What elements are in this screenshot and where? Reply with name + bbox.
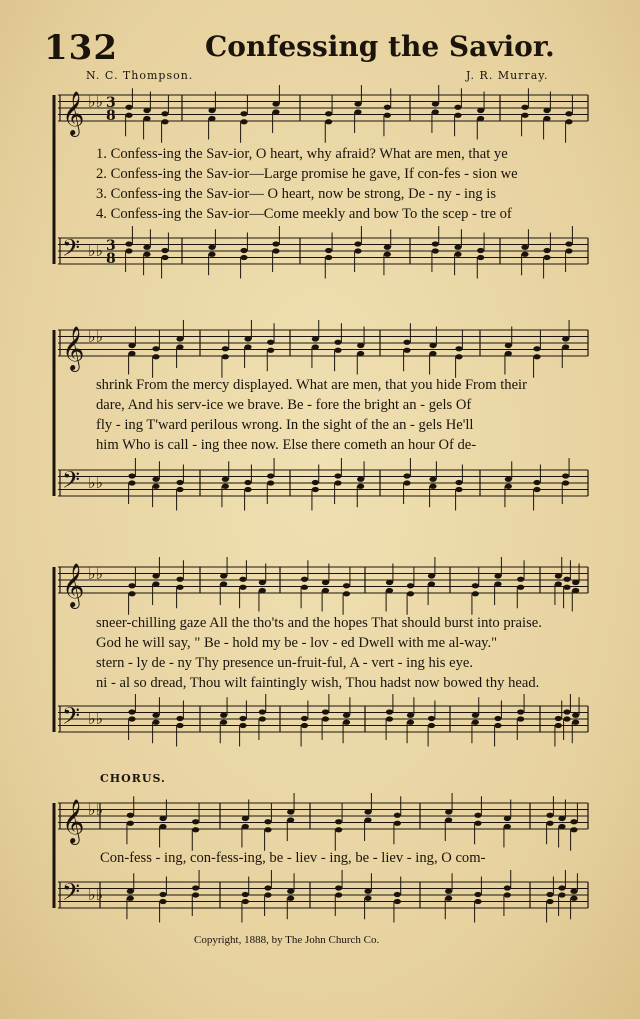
note-head <box>572 713 579 718</box>
note-head <box>570 889 577 894</box>
note-head <box>239 716 246 721</box>
note-head <box>152 346 159 351</box>
note-head <box>267 480 274 485</box>
note-head <box>128 583 135 588</box>
note-head <box>472 583 479 588</box>
note-head <box>432 109 439 114</box>
note-head <box>176 344 183 349</box>
note-head <box>127 813 134 818</box>
note-head <box>565 119 572 124</box>
note-head <box>125 241 132 246</box>
note-head <box>152 573 159 578</box>
note-head <box>394 892 401 897</box>
note-head <box>558 892 565 897</box>
time-signature-bottom: 8 <box>106 251 116 267</box>
note-head <box>407 591 414 596</box>
hymn-number: 132 <box>44 28 118 68</box>
bass-clef-icon: 𝄢 <box>62 702 81 735</box>
note-head <box>543 108 550 113</box>
note-head <box>517 585 524 590</box>
note-head <box>143 252 150 257</box>
note-head <box>403 480 410 485</box>
note-head <box>354 248 361 253</box>
note-head <box>220 573 227 578</box>
note-head <box>505 484 512 489</box>
note-head <box>570 819 577 824</box>
note-head <box>159 824 166 829</box>
note-head <box>301 585 308 590</box>
note-head <box>454 252 461 257</box>
note-head <box>272 109 279 114</box>
note-head <box>477 255 484 260</box>
note-head <box>176 480 183 485</box>
note-head <box>312 336 319 341</box>
note-head <box>357 477 364 482</box>
note-head <box>240 111 247 116</box>
note-head <box>472 713 479 718</box>
note-head <box>546 813 553 818</box>
note-head <box>555 723 562 728</box>
note-head <box>152 713 159 718</box>
note-head <box>428 716 435 721</box>
note-head <box>287 889 294 894</box>
note-head <box>394 899 401 904</box>
note-head <box>128 351 135 356</box>
note-head <box>192 892 199 897</box>
note-head <box>533 487 540 492</box>
note-head <box>533 346 540 351</box>
note-head <box>128 343 135 348</box>
note-head <box>159 816 166 821</box>
note-head <box>474 813 481 818</box>
note-head <box>264 885 271 890</box>
note-head <box>504 816 511 821</box>
note-head <box>272 241 279 246</box>
lyric-line-s3-v3: stern - ly de - ny Thy presence un-fruit-ful, A - vert - ing his eye. <box>96 655 474 671</box>
note-head <box>364 889 371 894</box>
note-head <box>546 899 553 904</box>
note-head <box>242 824 249 829</box>
note-head <box>240 255 247 260</box>
key-flat-icon: ♭♭ <box>88 473 104 492</box>
bass-clef-icon: 𝄢 <box>62 878 81 911</box>
note-head <box>159 892 166 897</box>
note-head <box>192 885 199 890</box>
note-head <box>176 723 183 728</box>
note-head <box>128 709 135 714</box>
note-head <box>343 720 350 725</box>
note-head <box>152 720 159 725</box>
note-head <box>504 892 511 897</box>
lyricist-credit: N. C. Thompson. <box>86 69 194 82</box>
note-head <box>563 716 570 721</box>
note-head <box>521 105 528 110</box>
note-head <box>386 580 393 585</box>
note-head <box>161 119 168 124</box>
note-head <box>152 354 159 359</box>
note-head <box>301 723 308 728</box>
note-head <box>208 252 215 257</box>
note-head <box>432 248 439 253</box>
note-head <box>176 487 183 492</box>
lyric-line-s3-v2: God he will say, " Be - hold my be - lov - ed Dwell with me al-way." <box>96 635 498 651</box>
note-head <box>267 340 274 345</box>
note-head <box>287 896 294 901</box>
note-head <box>354 109 361 114</box>
note-head <box>445 889 452 894</box>
note-head <box>572 580 579 585</box>
note-head <box>428 581 435 586</box>
lyric-line-s2-v3: fly - ing T'ward perilous wrong. In the sight of the an - gels He'll <box>96 417 474 433</box>
note-head <box>386 709 393 714</box>
note-head <box>494 581 501 586</box>
note-head <box>161 111 168 116</box>
note-head <box>301 716 308 721</box>
note-head <box>407 713 414 718</box>
key-flat-icon: ♭♭ <box>88 885 104 904</box>
note-head <box>558 824 565 829</box>
note-head <box>563 709 570 714</box>
note-head <box>357 343 364 348</box>
note-head <box>521 245 528 250</box>
chorus-label: CHORUS. <box>100 772 166 785</box>
note-head <box>572 720 579 725</box>
copyright-notice: Copyright, 1888, by The John Church Co. <box>194 934 380 946</box>
note-head <box>364 817 371 822</box>
note-head <box>555 581 562 586</box>
note-head <box>125 113 132 118</box>
note-head <box>128 473 135 478</box>
note-head <box>386 716 393 721</box>
note-head <box>494 573 501 578</box>
note-head <box>572 588 579 593</box>
note-head <box>384 252 391 257</box>
note-head <box>570 827 577 832</box>
note-head <box>128 480 135 485</box>
composer-credit: J. R. Murray. <box>466 69 549 82</box>
note-head <box>558 816 565 821</box>
note-head <box>455 480 462 485</box>
note-head <box>384 105 391 110</box>
time-signature-bottom: 8 <box>106 108 116 124</box>
note-head <box>335 819 342 824</box>
note-head <box>125 105 132 110</box>
time-signature-top: 3 <box>106 95 116 111</box>
note-head <box>259 716 266 721</box>
note-head <box>562 344 569 349</box>
note-head <box>192 819 199 824</box>
note-head <box>312 480 319 485</box>
note-head <box>244 487 251 492</box>
note-head <box>505 477 512 482</box>
note-head <box>558 885 565 890</box>
note-head <box>127 896 134 901</box>
note-head <box>264 827 271 832</box>
note-head <box>543 116 550 121</box>
note-head <box>161 248 168 253</box>
note-head <box>354 101 361 106</box>
key-flat-icon: ♭♭ <box>88 800 104 819</box>
note-head <box>208 245 215 250</box>
treble-clef-icon: 𝄞 <box>62 326 85 370</box>
note-head <box>239 585 246 590</box>
note-head <box>325 255 332 260</box>
note-head <box>403 348 410 353</box>
note-head <box>128 591 135 596</box>
note-head <box>267 473 274 478</box>
note-head <box>176 585 183 590</box>
lyric-line-s1-v4: 4. Confess-ing the Sav-ior—Come meekly and bow To the scep - tre of <box>96 206 512 222</box>
note-head <box>208 116 215 121</box>
note-head <box>343 583 350 588</box>
note-head <box>312 487 319 492</box>
note-head <box>455 487 462 492</box>
note-head <box>125 248 132 253</box>
note-head <box>562 473 569 478</box>
note-head <box>517 716 524 721</box>
note-head <box>220 720 227 725</box>
note-head <box>354 241 361 246</box>
note-head <box>357 351 364 356</box>
note-head <box>152 581 159 586</box>
key-flat-icon: ♭♭ <box>88 92 104 111</box>
note-head <box>334 348 341 353</box>
note-head <box>429 477 436 482</box>
note-head <box>474 821 481 826</box>
note-head <box>555 716 562 721</box>
note-head <box>240 248 247 253</box>
note-head <box>287 817 294 822</box>
note-head <box>222 354 229 359</box>
note-head <box>555 573 562 578</box>
note-head <box>428 723 435 728</box>
note-head <box>244 344 251 349</box>
note-head <box>494 723 501 728</box>
key-flat-icon: ♭♭ <box>88 709 104 728</box>
note-head <box>384 113 391 118</box>
note-head <box>272 101 279 106</box>
note-head <box>334 473 341 478</box>
note-head <box>128 716 135 721</box>
note-head <box>287 809 294 814</box>
note-head <box>445 817 452 822</box>
key-flat-icon: ♭♭ <box>88 564 104 583</box>
note-head <box>242 899 249 904</box>
note-head <box>533 480 540 485</box>
note-head <box>565 241 572 246</box>
note-head <box>386 588 393 593</box>
note-head <box>222 477 229 482</box>
note-head <box>161 255 168 260</box>
note-head <box>222 484 229 489</box>
note-head <box>570 896 577 901</box>
lyric-line-s2-v4: him Who is call - ing thee now. Else there cometh an hour Of de- <box>96 437 477 453</box>
note-head <box>264 819 271 824</box>
note-head <box>264 892 271 897</box>
note-head <box>546 821 553 826</box>
note-head <box>429 343 436 348</box>
note-head <box>455 354 462 359</box>
note-head <box>474 899 481 904</box>
note-head <box>267 348 274 353</box>
note-head <box>394 821 401 826</box>
note-head <box>364 809 371 814</box>
note-head <box>505 351 512 356</box>
note-head <box>272 248 279 253</box>
time-signature-top: 3 <box>106 238 116 254</box>
note-head <box>472 720 479 725</box>
note-head <box>143 108 150 113</box>
note-head <box>239 577 246 582</box>
note-head <box>563 585 570 590</box>
note-head <box>240 119 247 124</box>
note-head <box>242 892 249 897</box>
note-head <box>325 248 332 253</box>
lyric-line-s1-v1: 1. Confess-ing the Sav-ior, O heart, why afraid? What are men, that ye <box>96 146 508 162</box>
note-head <box>455 346 462 351</box>
note-head <box>335 885 342 890</box>
note-head <box>432 101 439 106</box>
note-head <box>343 591 350 596</box>
note-head <box>259 580 266 585</box>
note-head <box>220 581 227 586</box>
note-head <box>152 477 159 482</box>
note-head <box>504 885 511 890</box>
note-head <box>176 577 183 582</box>
note-head <box>127 889 134 894</box>
note-head <box>477 116 484 121</box>
note-head <box>143 245 150 250</box>
note-head <box>334 340 341 345</box>
note-head <box>563 577 570 582</box>
note-head <box>159 899 166 904</box>
note-head <box>494 716 501 721</box>
note-head <box>565 248 572 253</box>
lyric-line-s3-v4: ni - al so dread, Thou wilt faintingly wish, Thou hadst now bowed thy head. <box>96 675 540 691</box>
note-head <box>533 354 540 359</box>
note-head <box>364 896 371 901</box>
note-head <box>322 716 329 721</box>
note-head <box>543 255 550 260</box>
note-head <box>244 336 251 341</box>
note-head <box>517 709 524 714</box>
lyric-line-s3-v1: sneer-chilling gaze All the tho'ts and the hopes That should burst into praise. <box>96 615 542 631</box>
note-head <box>244 480 251 485</box>
note-head <box>343 713 350 718</box>
note-head <box>325 119 332 124</box>
note-head <box>127 821 134 826</box>
note-head <box>543 248 550 253</box>
note-head <box>208 108 215 113</box>
note-head <box>477 108 484 113</box>
note-head <box>322 588 329 593</box>
note-head <box>445 896 452 901</box>
note-head <box>454 105 461 110</box>
note-head <box>322 580 329 585</box>
note-head <box>445 809 452 814</box>
note-head <box>454 245 461 250</box>
note-head <box>407 720 414 725</box>
note-head <box>259 709 266 714</box>
note-head <box>432 241 439 246</box>
lyric-line-s2-v1: shrink From the mercy displayed. What are men, that you hide From their <box>96 377 527 393</box>
note-head <box>517 577 524 582</box>
note-head <box>239 723 246 728</box>
note-head <box>176 336 183 341</box>
note-head <box>301 577 308 582</box>
note-head <box>334 480 341 485</box>
note-head <box>477 248 484 253</box>
note-head <box>521 252 528 257</box>
note-head <box>259 588 266 593</box>
note-head <box>384 245 391 250</box>
note-head <box>143 116 150 121</box>
lyric-line-s1-v3: 3. Confess-ing the Sav-ior— O heart, now be strong, De - ny - ing is <box>96 186 497 202</box>
note-head <box>521 113 528 118</box>
note-head <box>222 346 229 351</box>
treble-clef-icon: 𝄞 <box>62 799 85 843</box>
note-head <box>429 484 436 489</box>
note-head <box>152 484 159 489</box>
note-head <box>403 473 410 478</box>
bass-clef-icon: 𝄢 <box>62 466 81 499</box>
treble-clef-icon: 𝄞 <box>62 91 85 135</box>
note-head <box>335 892 342 897</box>
key-flat-icon: ♭♭ <box>88 241 104 260</box>
note-head <box>562 336 569 341</box>
hymn-title: Confessing the Savior. <box>205 30 555 63</box>
note-head <box>454 113 461 118</box>
note-head <box>312 344 319 349</box>
bass-clef-icon: 𝄢 <box>62 234 81 267</box>
note-head <box>504 824 511 829</box>
note-head <box>322 709 329 714</box>
note-head <box>325 111 332 116</box>
note-head <box>565 111 572 116</box>
note-head <box>242 816 249 821</box>
note-head <box>335 827 342 832</box>
note-head <box>546 892 553 897</box>
note-head <box>407 583 414 588</box>
lyric-line-chorus: Con-fess - ing, con-fess-ing, be - liev - ing, be - liev - ing, O com- <box>100 850 486 866</box>
note-head <box>394 813 401 818</box>
note-head <box>562 480 569 485</box>
note-head <box>403 340 410 345</box>
note-head <box>357 484 364 489</box>
note-head <box>428 573 435 578</box>
note-head <box>474 892 481 897</box>
treble-clef-icon: 𝄞 <box>62 563 85 607</box>
key-flat-icon: ♭♭ <box>88 327 104 346</box>
note-head <box>505 343 512 348</box>
note-head <box>192 827 199 832</box>
note-head <box>472 591 479 596</box>
note-head <box>429 351 436 356</box>
lyric-line-s2-v2: dare, And his serv-ice we brave. Be - fore the bright an - gels Of <box>96 397 472 413</box>
note-head <box>176 716 183 721</box>
note-head <box>220 713 227 718</box>
lyric-line-s1-v2: 2. Confess-ing the Sav-ior—Large promise he gave, If con-fes - sion we <box>96 166 518 182</box>
